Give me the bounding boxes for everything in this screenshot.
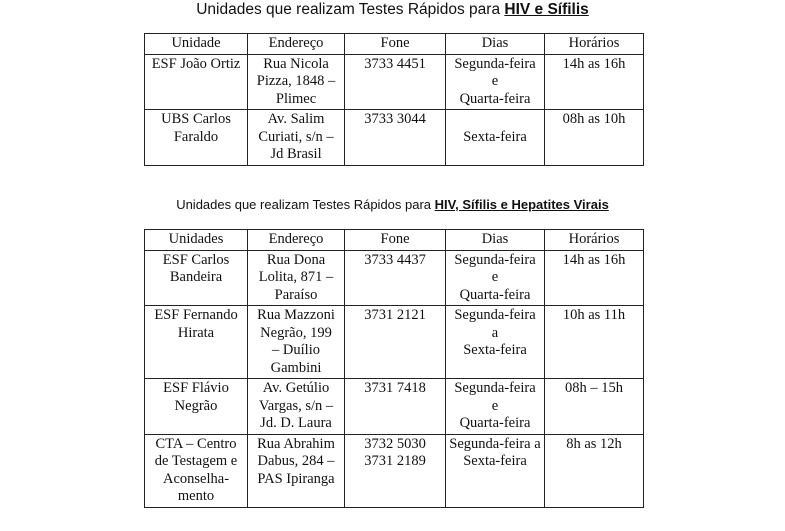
cell-line: CTA – Centro <box>155 435 237 452</box>
cell-line: Jd Brasil <box>270 146 322 162</box>
cell-line: Segunda-feira <box>454 307 536 323</box>
cell-line: e <box>491 269 499 285</box>
cell-days <box>446 54 545 110</box>
cell-line: de Testagem e <box>154 453 238 469</box>
cell-unit <box>145 110 248 166</box>
table-row <box>145 379 644 435</box>
cell-line: UBS Carlos <box>161 111 231 127</box>
section1-title <box>0 1 785 19</box>
cell-line: Dabus, 284 – <box>257 453 335 469</box>
cell-line: Faraldo <box>173 128 219 145</box>
cell-line: e <box>491 73 499 89</box>
cell-phone <box>345 250 446 306</box>
cell-hours <box>544 250 643 306</box>
cell-line: 8h as 12h <box>566 435 622 452</box>
cell-address <box>248 434 345 507</box>
header-phone: Fone <box>345 34 446 55</box>
cell-unit <box>145 306 248 379</box>
cell-phone <box>345 434 446 507</box>
cell-line: Av. Salim <box>267 111 325 127</box>
cell-line: Curiati, s/n – <box>258 128 334 145</box>
section1-title-prefix: Unidades que realizam Testes Rápidos para <box>196 1 505 18</box>
header-days: Dias <box>446 34 545 55</box>
section2-title-highlight: HIV, Sífilis e Hepatites Virais <box>434 197 609 212</box>
header-phone: Fone <box>345 230 446 251</box>
cell-line: Pizza, 1848 – <box>256 73 336 89</box>
cell-line: Rua Dona <box>266 251 326 268</box>
table-row <box>145 434 644 507</box>
cell-line: ESF Flávio <box>163 380 229 396</box>
cell-line: Negrão, 199 <box>260 324 332 341</box>
cell-line: – Duílio <box>272 342 320 358</box>
cell-phone <box>345 110 446 166</box>
cell-line: Segunda-feira <box>454 251 536 268</box>
table-hiv-sifilis-hepatites <box>144 229 644 508</box>
header-unit: Unidade <box>145 34 248 55</box>
cell-line: 3733 4437 <box>364 251 426 268</box>
cell-phone <box>345 379 446 435</box>
cell-hours <box>544 110 643 166</box>
cell-line: 3731 7418 <box>364 380 426 396</box>
cell-line: 3732 5030 <box>364 435 426 452</box>
table-row <box>145 250 644 306</box>
cell-line: 14h as 16h <box>562 251 626 268</box>
table-row <box>145 54 644 110</box>
cell-line: Lolita, 871 – <box>258 269 334 285</box>
table-header-row <box>145 34 644 55</box>
cell-days <box>446 110 545 166</box>
cell-line: ESF Carlos <box>162 251 230 268</box>
header-hours: Horários <box>544 230 643 251</box>
header-days: Dias <box>446 230 545 251</box>
cell-line: Aconselha- <box>163 470 230 487</box>
cell-line: Bandeira <box>169 269 223 285</box>
table-row <box>145 110 644 166</box>
cell-line: Hirata <box>177 324 215 341</box>
cell-days <box>446 379 545 435</box>
cell-line: Segunda-feira <box>454 55 536 72</box>
cell-line: Quarta-feira <box>459 415 531 431</box>
cell-line: 08h – 15h <box>564 380 623 396</box>
section1-title-highlight: HIV e Sífilis <box>504 1 589 18</box>
cell-line: e <box>491 397 499 414</box>
header-address: Endereço <box>248 230 345 251</box>
cell-days <box>446 434 545 507</box>
cell-line: 3733 3044 <box>364 111 426 127</box>
table-row <box>145 306 644 379</box>
cell-line: 08h as 10h <box>562 111 626 127</box>
table-header-row <box>145 230 644 251</box>
cell-line: 3731 2121 <box>364 307 426 323</box>
cell-line: 10h as 11h <box>562 307 626 323</box>
cell-address <box>248 250 345 306</box>
cell-line: Sexta-feira <box>463 128 527 145</box>
cell-line: Quarta-feira <box>459 286 531 303</box>
cell-days <box>446 250 545 306</box>
section2-title-prefix: Unidades que realizam Testes Rápidos para <box>176 197 435 212</box>
cell-address <box>248 306 345 379</box>
cell-hours <box>544 434 643 507</box>
cell-address <box>248 54 345 110</box>
cell-line: Rua Mazzoni <box>257 307 335 323</box>
cell-line: ESF Fernando <box>154 307 238 323</box>
cell-line: Segunda-feira <box>454 380 536 396</box>
cell-line: 14h as 16h <box>562 55 626 72</box>
cell-line: Paraíso <box>274 286 318 303</box>
cell-line: Vargas, s/n – <box>258 397 334 414</box>
section2-title <box>0 197 785 212</box>
cell-line: Sexta-feira <box>463 342 527 358</box>
cell-line: Segunda-feira a <box>449 435 541 452</box>
cell-line: a <box>491 324 499 341</box>
table-hiv-sifilis <box>144 33 644 166</box>
cell-line: Jd. D. Laura <box>260 415 332 431</box>
cell-line: Rua Abrahim <box>257 435 335 452</box>
cell-line: mento <box>177 488 215 504</box>
header-address: Endereço <box>248 34 345 55</box>
cell-unit <box>145 250 248 306</box>
cell-line: Av. Getúlio <box>262 380 330 396</box>
cell-unit <box>145 379 248 435</box>
cell-line: Plimec <box>275 90 317 107</box>
cell-line: PAS Ipiranga <box>257 470 335 487</box>
cell-phone <box>345 306 446 379</box>
cell-line: Quarta-feira <box>459 90 531 107</box>
cell-hours <box>544 379 643 435</box>
cell-phone <box>345 54 446 110</box>
header-hours: Horários <box>544 34 643 55</box>
cell-address <box>248 379 345 435</box>
cell-days <box>446 306 545 379</box>
cell-line: Negrão <box>174 397 218 414</box>
cell-unit <box>145 434 248 507</box>
cell-line: 3731 2189 <box>364 453 426 469</box>
cell-line: Rua Nicola <box>263 55 329 72</box>
cell-line: Gambini <box>270 359 322 376</box>
cell-line: ESF João Ortiz <box>151 55 241 72</box>
cell-line: Sexta-feira <box>463 453 527 469</box>
cell-hours <box>544 54 643 110</box>
cell-address <box>248 110 345 166</box>
header-unit: Unidades <box>145 230 248 251</box>
cell-line: 3733 4451 <box>364 55 426 72</box>
cell-hours <box>544 306 643 379</box>
cell-unit <box>145 54 248 110</box>
